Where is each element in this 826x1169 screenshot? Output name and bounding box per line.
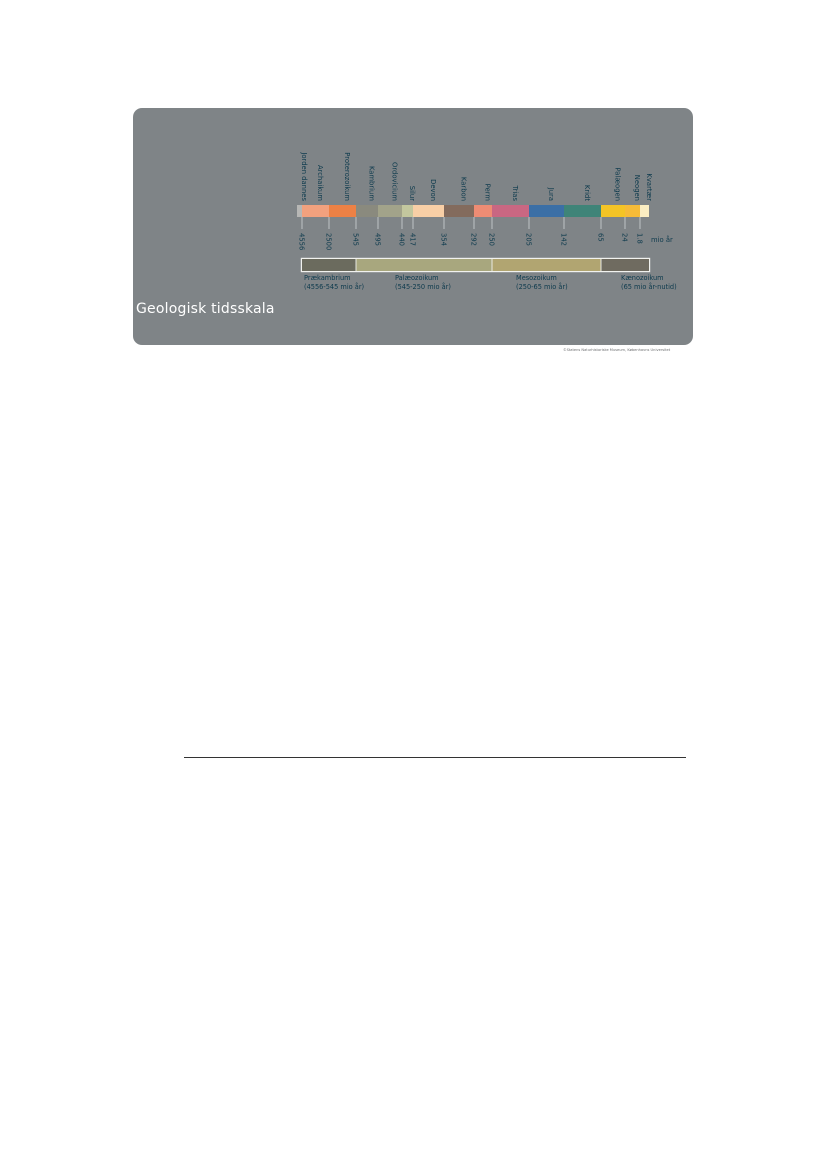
period-band-kridt [564,205,601,217]
image-credit: ©Statens Naturhistoriske Museum, Københavns Universitet [563,348,671,352]
panel-title: Geologisk tidsskala [136,301,275,317]
footnote-divider [184,757,686,758]
boundary-label: 1.8 [635,233,644,244]
period-label-perm: Perm [483,183,492,201]
period-band-trias [492,205,529,217]
boundary-label: 495 [373,233,382,246]
era-label-pr-kambrium: Prækambrium [304,274,351,282]
period-band-kvart-r [640,205,649,217]
period-label-proterozoikum: Proterozoikum [343,152,351,201]
period-label-kridt: Kridt [583,184,591,201]
era-band-pal-ozoikum [356,259,492,271]
boundary-label: 354 [439,233,448,246]
period-label-archaikum: Archaikum [316,164,324,201]
period-band-devon [413,205,444,217]
era-label-pal-ozoikum: Palæozoikum [395,274,439,282]
period-band-karbon [444,205,474,217]
period-band-kambrium [356,205,378,217]
era-band-pr-kambrium [302,259,356,271]
period-label-trias: Trias [511,185,519,201]
period-band-perm [474,205,492,217]
period-band-archaikum [302,205,329,217]
period-label-ordovicium: Ordovicium [390,162,399,201]
boundary-label: 2500 [324,233,333,251]
era-label-mesozoikum: Mesozoikum [516,274,557,282]
time-unit-label: mio år [651,236,673,244]
period-label-kambrium: Kambrium [367,165,376,201]
period-band-jorden-dannes [297,205,302,217]
boundary-label: 142 [559,233,568,246]
boundary-label: 292 [469,233,478,246]
period-band-ordovicium [378,205,402,217]
era-range-mesozoikum: (250-65 mio år) [516,283,568,291]
period-band-pal-ogen [601,205,625,217]
period-label-silur: Silur [408,185,416,201]
era-band-mesozoikum [492,259,601,271]
period-label-jorden-dannes: Jorden dannes [300,152,308,201]
boundary-label: 24 [620,233,629,242]
timescale-panel [133,108,693,345]
era-band-k-nozoikum [601,259,649,271]
period-label-pal-ogen: Palæogen [613,167,622,201]
boundary-label: 250 [487,233,496,246]
boundary-label: 440 [397,233,406,246]
boundary-label: 545 [351,233,360,246]
period-label-neogen: Neogen [633,174,641,201]
era-range-pal-ozoikum: (545-250 mio år) [395,283,451,291]
period-band-jura [529,205,564,217]
period-label-devon: Devon [429,179,437,201]
era-range-pr-kambrium: (4556-545 mio år) [304,283,365,291]
boundary-label: 417 [408,233,417,246]
boundary-label: 4556 [297,233,306,251]
era-range-k-nozoikum: (65 mio år-nutid) [621,283,677,291]
period-label-kvart-r: Kvartær [645,173,653,201]
period-band-silur [402,205,413,217]
era-label-k-nozoikum: Kænozoikum [621,274,664,282]
boundary-label: 205 [524,233,533,246]
period-band-neogen [625,205,640,217]
boundary-label: 65 [596,233,605,242]
period-label-jura: Jura [547,187,555,201]
period-label-karbon: Karbon [459,176,468,201]
period-band-proterozoikum [329,205,356,217]
